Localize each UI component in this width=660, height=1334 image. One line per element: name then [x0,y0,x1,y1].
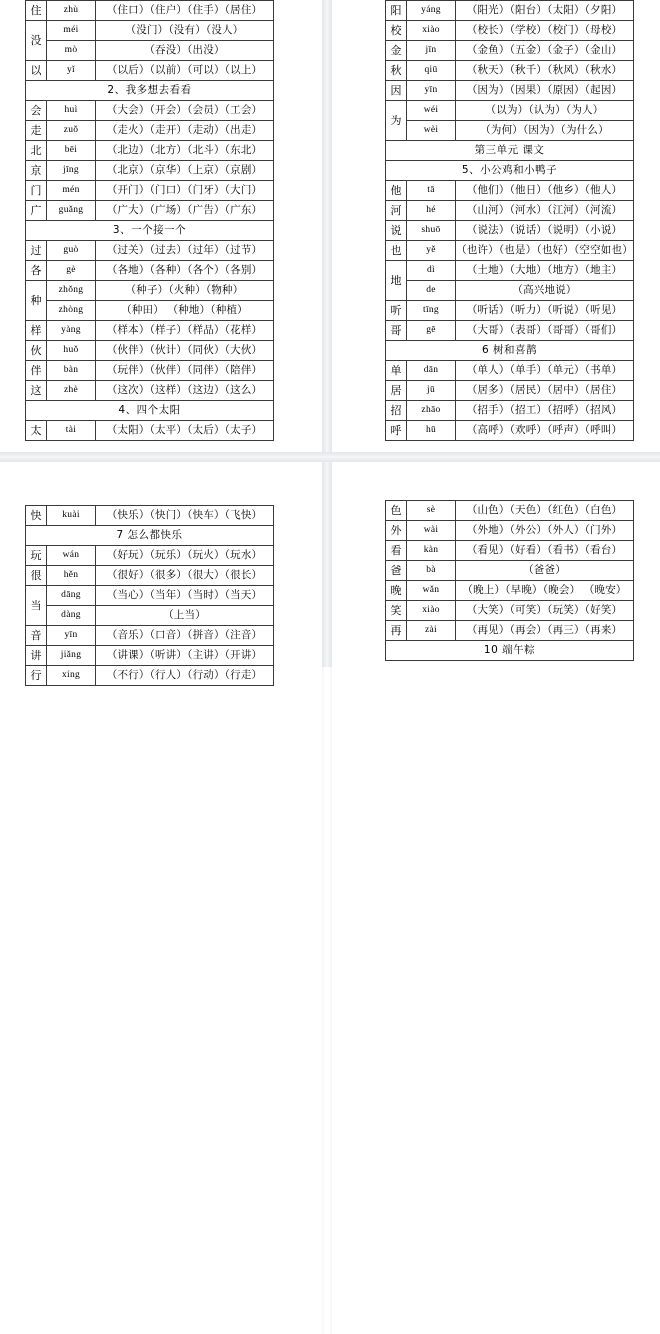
document-page-3 [0,462,322,1334]
words-cell: （样本）（样子）（样品）（花样） [96,321,274,341]
character-cell: 京 [26,161,47,181]
pinyin-cell: zhāo [407,401,456,421]
table-row [26,101,274,121]
words-cell: （山色）（天色）（红色）（白色） [456,501,634,521]
words-cell: （爸爸） [456,561,634,581]
vocabulary-table-page-4 [385,500,634,661]
pinyin-cell: guò [47,241,96,261]
pinyin-cell: de [407,281,456,301]
table-body-page-2 [386,1,634,441]
section-title-row [386,341,634,361]
character-cell: 校 [386,21,407,41]
words-cell: （讲课）（听讲）（主讲）（开讲） [96,646,274,666]
table-row [26,606,274,626]
pinyin-cell: gē [407,321,456,341]
section-title: 第三单元 课文 [386,141,634,161]
pinyin-cell: bàn [47,361,96,381]
words-cell: （快乐）（快门）（快车）（飞快） [96,506,274,526]
character-cell: 爸 [386,561,407,581]
table-row [386,121,634,141]
words-cell: （伙伴）（伙计）（同伙）（大伙） [96,341,274,361]
table-row [26,546,274,566]
words-cell: （住口）（住户）（住手）（居住） [96,1,274,21]
words-cell: （因为）（因果）（原因）（起因） [456,81,634,101]
pinyin-cell: hé [407,201,456,221]
pinyin-cell: bēi [47,141,96,161]
character-cell: 音 [26,626,47,646]
pinyin-cell: xiào [407,21,456,41]
table-row [26,506,274,526]
section-title: 7 怎么都快乐 [26,526,274,546]
table-row [26,626,274,646]
character-cell: 快 [26,506,47,526]
character-cell: 听 [386,301,407,321]
pinyin-cell: dāng [47,586,96,606]
table-row [386,601,634,621]
page-gap-horizontal [0,452,660,462]
words-cell: （阳光）（阳台）（太阳）（夕阳） [456,1,634,21]
pinyin-cell: jū [407,381,456,401]
section-title: 5、小公鸡和小鸭子 [386,161,634,181]
pinyin-cell: zuǒ [47,121,96,141]
table-row [26,381,274,401]
character-cell: 因 [386,81,407,101]
character-cell: 很 [26,566,47,586]
table-row [386,1,634,21]
table-row [386,581,634,601]
character-cell: 门 [26,181,47,201]
character-cell: 会 [26,101,47,121]
table-row [386,101,634,121]
pinyin-cell: zhòng [47,301,96,321]
table-row [386,521,634,541]
character-cell: 伴 [26,361,47,381]
character-cell: 说 [386,221,407,241]
character-cell: 北 [26,141,47,161]
pinyin-cell: yǐ [47,61,96,81]
words-cell: （好玩）（玩乐）（玩火）（玩水） [96,546,274,566]
pinyin-cell: shuō [407,221,456,241]
character-cell: 讲 [26,646,47,666]
words-cell: （广大）（广场）（广告）（广东） [96,201,274,221]
words-cell: （高呼）（欢呼）（呼声）（呼叫） [456,421,634,441]
section-title-row [26,401,274,421]
document-page-4 [332,462,660,1334]
words-cell: （音乐）（口音）（拼音）（注音） [96,626,274,646]
character-cell: 样 [26,321,47,341]
section-title-row [386,641,634,661]
words-cell: （没门）（没有）（没人） [96,21,274,41]
pinyin-cell: zhǒng [47,281,96,301]
table-row [386,181,634,201]
table-row [26,161,274,181]
character-cell: 居 [386,381,407,401]
table-row [26,566,274,586]
words-cell: （再见）（再会）（再三）（再来） [456,621,634,641]
table-row [26,341,274,361]
pinyin-cell: yīn [407,81,456,101]
character-cell: 再 [386,621,407,641]
table-row [386,541,634,561]
character-cell: 看 [386,541,407,561]
words-cell: （北边）（北方）（北斗）（东北） [96,141,274,161]
table-row [26,321,274,341]
words-cell: （不行）（行人）（行动）（行走） [96,666,274,686]
character-cell: 玩 [26,546,47,566]
character-cell: 色 [386,501,407,521]
character-cell: 以 [26,61,47,81]
pinyin-cell: zài [407,621,456,641]
table-row [26,281,274,301]
character-cell: 晚 [386,581,407,601]
table-row [386,41,634,61]
words-cell: （过关）（过去）（过年）（过节） [96,241,274,261]
section-title-row [26,221,274,241]
section-title: 10 端午粽 [386,641,634,661]
character-cell: 伙 [26,341,47,361]
pinyin-cell: hěn [47,566,96,586]
character-cell: 广 [26,201,47,221]
section-title: 6 树和喜鹊 [386,341,634,361]
pinyin-cell: wán [47,546,96,566]
pinyin-cell: xíng [47,666,96,686]
character-cell: 这 [26,381,47,401]
words-cell: （他们）（他日）（他乡）（他人） [456,181,634,201]
table-row [386,401,634,421]
section-title: 4、四个太阳 [26,401,274,421]
character-cell: 太 [26,421,47,441]
table-row [386,221,634,241]
character-cell: 住 [26,1,47,21]
pinyin-cell: guǎng [47,201,96,221]
pinyin-cell: yīn [47,626,96,646]
table-row [386,261,634,281]
pinyin-cell: dàng [47,606,96,626]
pinyin-cell: gè [47,261,96,281]
table-row [26,1,274,21]
table-row [26,141,274,161]
pinyin-cell: wèi [407,121,456,141]
section-title-row [386,141,634,161]
character-cell: 地 [386,261,407,301]
character-cell: 哥 [386,321,407,341]
table-row [386,621,634,641]
page-gap-vertical [322,0,332,667]
table-row [26,61,274,81]
table-row [386,361,634,381]
table-row [26,21,274,41]
words-cell: （上当） [96,606,274,626]
pinyin-cell: kàn [407,541,456,561]
table-row [386,561,634,581]
character-cell: 阳 [386,1,407,21]
table-row [386,201,634,221]
table-row [386,381,634,401]
pinyin-cell: kuài [47,506,96,526]
table-row [26,666,274,686]
pinyin-cell: qiū [407,61,456,81]
table-row [386,421,634,441]
words-cell: （高兴地说） [456,281,634,301]
table-row [26,241,274,261]
character-cell: 行 [26,666,47,686]
character-cell: 外 [386,521,407,541]
words-cell: （说法）（说话）（说明）（小说） [456,221,634,241]
character-cell: 种 [26,281,47,321]
pinyin-cell: huǒ [47,341,96,361]
pinyin-cell: jiǎng [47,646,96,666]
table-row [26,41,274,61]
table-row [386,281,634,301]
words-cell: （招手）（招工）（招呼）（招风） [456,401,634,421]
section-title-row [26,81,274,101]
vocabulary-table-page-2 [385,0,634,441]
pinyin-cell: yáng [407,1,456,21]
table-row [26,201,274,221]
pinyin-cell: yàng [47,321,96,341]
section-title-row [26,526,274,546]
character-cell: 他 [386,181,407,201]
table-row [386,301,634,321]
pinyin-cell: jīn [407,41,456,61]
words-cell: （种子）（火种）（物种） [96,281,274,301]
words-cell: （以后）（以前）（可以）（以上） [96,61,274,81]
character-cell: 走 [26,121,47,141]
pinyin-cell: wǎn [407,581,456,601]
character-cell: 当 [26,586,47,626]
words-cell: （开门）（门口）（门牙）（大门） [96,181,274,201]
words-cell: （秋天）（秋千）（秋风）（秋水） [456,61,634,81]
words-cell: （单人）（单手）（单元）（书单） [456,361,634,381]
pinyin-cell: bà [407,561,456,581]
character-cell: 也 [386,241,407,261]
vocabulary-table-page-3 [25,505,274,686]
table-row [26,181,274,201]
document-page-1 [0,0,322,453]
words-cell: （大哥）（表哥）（哥哥）（哥们） [456,321,634,341]
table-row [386,241,634,261]
pinyin-cell: dān [407,361,456,381]
section-title-row [386,161,634,181]
character-cell: 招 [386,401,407,421]
pinyin-cell: tā [407,181,456,201]
table-row [26,361,274,381]
character-cell: 各 [26,261,47,281]
table-row [26,646,274,666]
table-row [26,586,274,606]
character-cell: 金 [386,41,407,61]
table-body-page-1 [26,1,274,441]
table-body-page-4 [386,501,634,661]
section-title: 3、一个接一个 [26,221,274,241]
table-row [26,121,274,141]
pinyin-cell: wài [407,521,456,541]
words-cell: （这次）（这样）（这边）（这么） [96,381,274,401]
pinyin-cell: jīng [47,161,96,181]
pinyin-cell: zhù [47,1,96,21]
words-cell: （山河）（河水）（江河）（河流） [456,201,634,221]
table-row [386,61,634,81]
pinyin-cell: huì [47,101,96,121]
words-cell: （大笑）（可笑）（玩笑）（好笑） [456,601,634,621]
character-cell: 为 [386,101,407,141]
pinyin-cell: yě [407,241,456,261]
pinyin-cell: zhè [47,381,96,401]
words-cell: （外地）（外公）（外人）（门外） [456,521,634,541]
pinyin-cell: dì [407,261,456,281]
section-title: 2、我多想去看看 [26,81,274,101]
pinyin-cell: tài [47,421,96,441]
words-cell: （居多）（居民）（居中）（居住） [456,381,634,401]
table-body-page-3 [26,506,274,686]
character-cell: 单 [386,361,407,381]
pinyin-cell: hū [407,421,456,441]
words-cell: （土地）（大地）（地方）（地主） [456,261,634,281]
words-cell: （以为）（认为）（为人） [456,101,634,121]
document-page-2 [332,0,660,453]
table-row [386,81,634,101]
words-cell: （各地）（各种）（各个）（各别） [96,261,274,281]
pinyin-cell: mén [47,181,96,201]
character-cell: 秋 [386,61,407,81]
words-cell: （听话）（听力）（听说）（听见） [456,301,634,321]
table-row [386,501,634,521]
table-row [26,421,274,441]
words-cell: （为何）（因为）（为什么） [456,121,634,141]
words-cell: （校长）（学校）（校门）（母校） [456,21,634,41]
pinyin-cell: méi [47,21,96,41]
pinyin-cell: sè [407,501,456,521]
pinyin-cell: tīng [407,301,456,321]
table-row [386,21,634,41]
words-cell: （很好）（很多）（很大）（很长） [96,566,274,586]
character-cell: 呼 [386,421,407,441]
pinyin-cell: xiào [407,601,456,621]
words-cell: （吞没）（出没） [96,41,274,61]
words-cell: （走火）（走开）（走动）（出走） [96,121,274,141]
character-cell: 过 [26,241,47,261]
words-cell: （金鱼）（五金）（金子）（金山） [456,41,634,61]
pinyin-cell: mò [47,41,96,61]
words-cell: （晚上）（早晚）（晚会） （晚安） [456,581,634,601]
words-cell: （当心）（当年）（当时）（当天） [96,586,274,606]
words-cell: （看见）（好看）（看书）（看台） [456,541,634,561]
words-cell: （也许）（也是）（也好）（空空如也） [456,241,634,261]
vocabulary-table-page-1 [25,0,274,441]
table-row [26,301,274,321]
character-cell: 笑 [386,601,407,621]
character-cell: 河 [386,201,407,221]
character-cell: 没 [26,21,47,61]
words-cell: （北京）（京华）（上京）（京剧） [96,161,274,181]
words-cell: （大会）（开会）（会员）（工会） [96,101,274,121]
table-row [386,321,634,341]
table-row [26,261,274,281]
words-cell: （种田） （种地）（种植） [96,301,274,321]
words-cell: （玩伴）（伙伴）（同伴）（陪伴） [96,361,274,381]
pinyin-cell: wéi [407,101,456,121]
words-cell: （太阳）（太平）（太后）（太子） [96,421,274,441]
